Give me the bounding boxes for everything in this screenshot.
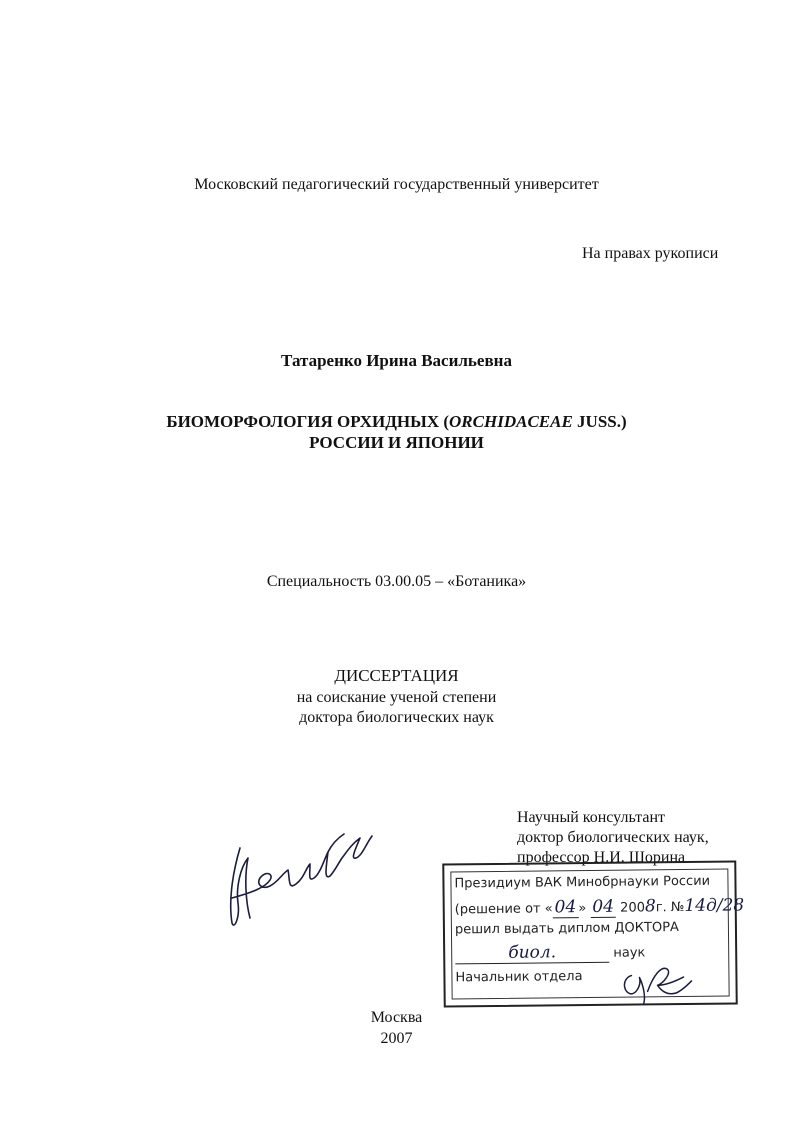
stamp-head-line [455,969,582,985]
consultant-name: профессор Н.И. Шорина [517,849,686,866]
author-name: Татаренко Ирина Васильевна [281,351,512,370]
stamp-head: Начальник отдела [455,969,583,986]
vak-stamp [442,860,745,1007]
consultant-role: Научный консультант [517,809,665,826]
title-line-2: РОССИИ И ЯПОНИИ [309,433,484,452]
stamp-field-handwritten: биол. [455,942,609,965]
author-signature [210,808,385,938]
stamp-decision-year-digit: 8 [644,896,656,917]
year: 2007 [380,1030,413,1047]
title-suffix: JUSS.) [572,412,627,431]
stamp-line-1: Президиум ВАК Минобрнауки России [454,873,711,892]
stamp-field-suffix: наук [613,945,646,961]
stamp-decision-mid: » [578,900,591,917]
manuscript-rights: На правах рукописи [582,245,719,262]
specialty: Специальность 03.00.05 – «Ботаника» [266,573,527,590]
dissertation-purpose: на соискание ученой степени [296,689,497,706]
city: Москва [370,1009,423,1026]
title-prefix: БИОМОРФОЛОГИЯ ОРХИДНЫХ ( [166,412,450,431]
dissertation-degree: доктора биологических наук [299,709,494,726]
stamp-decision-year-prefix: 200 [615,900,646,916]
stamp-decision-line [455,895,745,918]
stamp-signature [617,955,698,1006]
stamp-decision-number: 14д/28 [684,895,745,917]
stamp-decision-number-prefix: г. № [655,900,685,916]
title-latin: ORCHIDACEAE [449,412,573,431]
stamp-line-3: решил выдать диплом ДОКТОРА [454,920,679,938]
university-name: Московский педагогический государственный университет [194,176,599,193]
stamp-decision-month: 04 [590,897,616,918]
dissertation-type: ДИССЕРТАЦИЯ [334,666,459,685]
stamp-decision-day: 04 [553,897,579,918]
stamp-decision-prefix: (решение от « [454,901,553,918]
consultant-degree: доктор биологических наук, [517,829,709,846]
title-line-1 [0,411,793,432]
